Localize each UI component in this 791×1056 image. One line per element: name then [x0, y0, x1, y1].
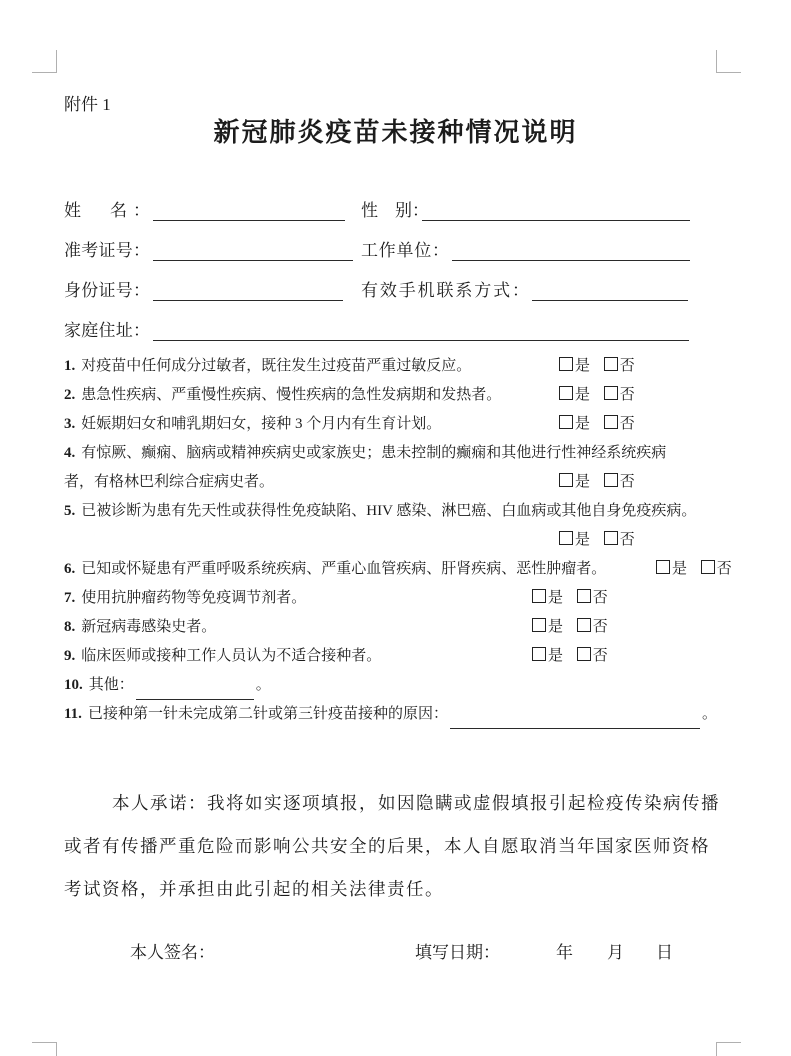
- exam-ticket-input-line[interactable]: [153, 240, 353, 261]
- personal-info-section: [64, 196, 726, 356]
- checkbox-square-icon: [577, 589, 591, 603]
- item-text: 其他：: [88, 677, 134, 693]
- work-unit-label: 工作单位：: [361, 241, 449, 260]
- yes-no-options-9: [532, 642, 608, 671]
- gender-input-line[interactable]: [422, 200, 690, 221]
- yes-no-options-8: [532, 613, 608, 642]
- work-unit-input-line[interactable]: [452, 240, 690, 261]
- checkbox-no[interactable]: 否: [604, 381, 635, 410]
- checkbox-square-icon: [604, 386, 618, 400]
- condition-item-3: [64, 410, 734, 439]
- checkbox-square-icon: [604, 415, 618, 429]
- checkbox-square-icon: [559, 531, 573, 545]
- checkbox-yes[interactable]: 是: [532, 613, 563, 642]
- field-row-ticket-workunit: [64, 236, 726, 276]
- crop-mark-top-right: [716, 50, 741, 73]
- checkbox-square-icon: [577, 618, 591, 632]
- item-number: 10.: [64, 677, 83, 693]
- item-text: 临床医师或接种工作人员认为不适合接种者。: [81, 648, 382, 664]
- crop-mark-bottom-left: [32, 1042, 57, 1056]
- condition-item-5-line2: [64, 526, 734, 555]
- checkbox-yes[interactable]: 是: [559, 468, 590, 497]
- condition-item-11: [64, 700, 734, 729]
- checkbox-square-icon: [604, 531, 618, 545]
- other-reason-input-line[interactable]: [136, 681, 254, 700]
- condition-item-4-line2: [64, 468, 734, 497]
- condition-item-1: [64, 352, 734, 381]
- name-label: 姓 名：: [64, 201, 150, 220]
- condition-item-10: [64, 671, 734, 700]
- item-number: 7.: [64, 590, 76, 606]
- day-label: 日: [656, 943, 673, 962]
- item-number: 6.: [64, 561, 76, 577]
- commitment-line: 考试资格，并承担由此引起的相关法律责任。: [64, 879, 444, 899]
- checkbox-yes[interactable]: 是: [559, 352, 590, 381]
- item-number: 1.: [64, 358, 76, 374]
- yes-no-options-1: [559, 352, 635, 381]
- attachment-label: 附件 1: [64, 95, 111, 114]
- checkbox-no[interactable]: 否: [577, 642, 608, 671]
- incomplete-dose-reason-input-line[interactable]: [450, 710, 700, 729]
- crop-mark-bottom-right: [716, 1042, 741, 1056]
- checkbox-no[interactable]: 否: [577, 584, 608, 613]
- checkbox-square-icon: [604, 357, 618, 371]
- page-title: 新冠肺炎疫苗未接种情况说明: [213, 117, 578, 147]
- name-input-line[interactable]: [153, 200, 345, 221]
- conditions-list: [64, 352, 734, 729]
- signature-row: [0, 938, 791, 968]
- yes-no-options-2: [559, 381, 635, 410]
- yes-no-options-6: [656, 555, 732, 584]
- item-number: 5.: [64, 503, 76, 519]
- condition-item-5-line1: [64, 497, 734, 526]
- gender-label: 性 别：: [361, 201, 429, 220]
- checkbox-square-icon: [532, 618, 546, 632]
- checkbox-square-icon: [604, 473, 618, 487]
- field-row-name-gender: [64, 196, 726, 236]
- phone-input-line[interactable]: [532, 280, 688, 301]
- item-text: 使用抗肿瘤药物等免疫调节剂者。: [81, 590, 307, 606]
- fill-date-label: 填写日期：: [415, 943, 500, 962]
- item-text: 有惊厥、癫痫、脑病或精神疾病史或家族史；患未控制的癫痫和其他进行性神经系统疾病: [81, 445, 667, 461]
- signature-label: 本人签名：: [130, 943, 215, 962]
- checkbox-square-icon: [559, 415, 573, 429]
- checkbox-square-icon: [559, 357, 573, 371]
- home-address-label: 家庭住址：: [64, 321, 150, 340]
- checkbox-square-icon: [532, 647, 546, 661]
- crop-mark-top-left: [32, 50, 57, 73]
- exam-ticket-label: 准考证号：: [64, 241, 150, 260]
- checkbox-no[interactable]: 否: [701, 555, 732, 584]
- id-number-label: 身份证号：: [64, 281, 150, 300]
- id-number-input-line[interactable]: [153, 280, 343, 301]
- item-suffix: 。: [255, 677, 271, 693]
- checkbox-yes[interactable]: 是: [559, 410, 590, 439]
- yes-no-options-5: [559, 526, 635, 555]
- yes-no-options-4: [559, 468, 635, 497]
- item-text: 对疫苗中任何成分过敏者，既往发生过疫苗严重过敏反应。: [81, 358, 472, 374]
- field-row-address: [64, 316, 726, 356]
- item-text: 已被诊断为患有先天性或获得性免疫缺陷、HIV 感染、淋巴癌、白血病或其他自身免疫疾病。: [81, 503, 697, 519]
- item-number: 8.: [64, 619, 76, 635]
- item-text: 患急性疾病、严重慢性疾病、慢性疾病的急性发病期和发热者。: [81, 387, 502, 403]
- checkbox-square-icon: [559, 386, 573, 400]
- commitment-line: 或者有传播严重危险而影响公共安全的后果，本人自愿取消当年国家医师资格: [64, 836, 710, 856]
- item-number: 9.: [64, 648, 76, 664]
- checkbox-no[interactable]: 否: [604, 352, 635, 381]
- condition-item-9: [64, 642, 734, 671]
- phone-label: 有效手机联系方式：: [361, 281, 529, 300]
- checkbox-yes[interactable]: 是: [559, 381, 590, 410]
- yes-no-options-3: [559, 410, 635, 439]
- month-label: 月: [607, 943, 624, 962]
- commitment-paragraph: [64, 782, 728, 911]
- checkbox-square-icon: [577, 647, 591, 661]
- checkbox-yes[interactable]: 是: [656, 555, 687, 584]
- item-text: 新冠病毒感染史者。: [81, 619, 217, 635]
- checkbox-yes[interactable]: 是: [559, 526, 590, 555]
- checkbox-square-icon: [701, 560, 715, 574]
- condition-item-8: [64, 613, 734, 642]
- field-row-id-phone: [64, 276, 726, 316]
- checkbox-square-icon: [532, 589, 546, 603]
- commitment-line: 本人承诺：我将如实逐项填报，如因隐瞒或虚假填报引起检疫传染病传播: [112, 793, 720, 813]
- condition-item-2: [64, 381, 734, 410]
- item-text: 已知或怀疑患有严重呼吸系统疾病、严重心血管疾病、肝肾疾病、恶性肿瘤者。: [81, 561, 607, 577]
- item-text: 已接种第一针未完成第二针或第三针疫苗接种的原因：: [87, 706, 448, 722]
- checkbox-yes[interactable]: 是: [532, 642, 563, 671]
- home-address-input-line[interactable]: [153, 320, 689, 341]
- item-number: 11.: [64, 706, 82, 722]
- item-number: 3.: [64, 416, 76, 432]
- year-label: 年: [556, 943, 573, 962]
- condition-item-7: [64, 584, 734, 613]
- item-suffix: 。: [701, 706, 717, 722]
- checkbox-no[interactable]: 否: [577, 613, 608, 642]
- condition-item-6: [64, 555, 734, 584]
- item-text: 者，有格林巴利综合症病史者。: [64, 474, 275, 490]
- checkbox-no[interactable]: 否: [604, 526, 635, 555]
- item-number: 2.: [64, 387, 76, 403]
- item-text: 妊娠期妇女和哺乳期妇女，接种 3 个月内有生育计划。: [81, 416, 442, 432]
- checkbox-no[interactable]: 否: [604, 410, 635, 439]
- checkbox-yes[interactable]: 是: [532, 584, 563, 613]
- checkbox-square-icon: [559, 473, 573, 487]
- checkbox-no[interactable]: 否: [604, 468, 635, 497]
- condition-item-4-line1: [64, 439, 734, 468]
- checkbox-square-icon: [656, 560, 670, 574]
- item-number: 4.: [64, 445, 76, 461]
- yes-no-options-7: [532, 584, 608, 613]
